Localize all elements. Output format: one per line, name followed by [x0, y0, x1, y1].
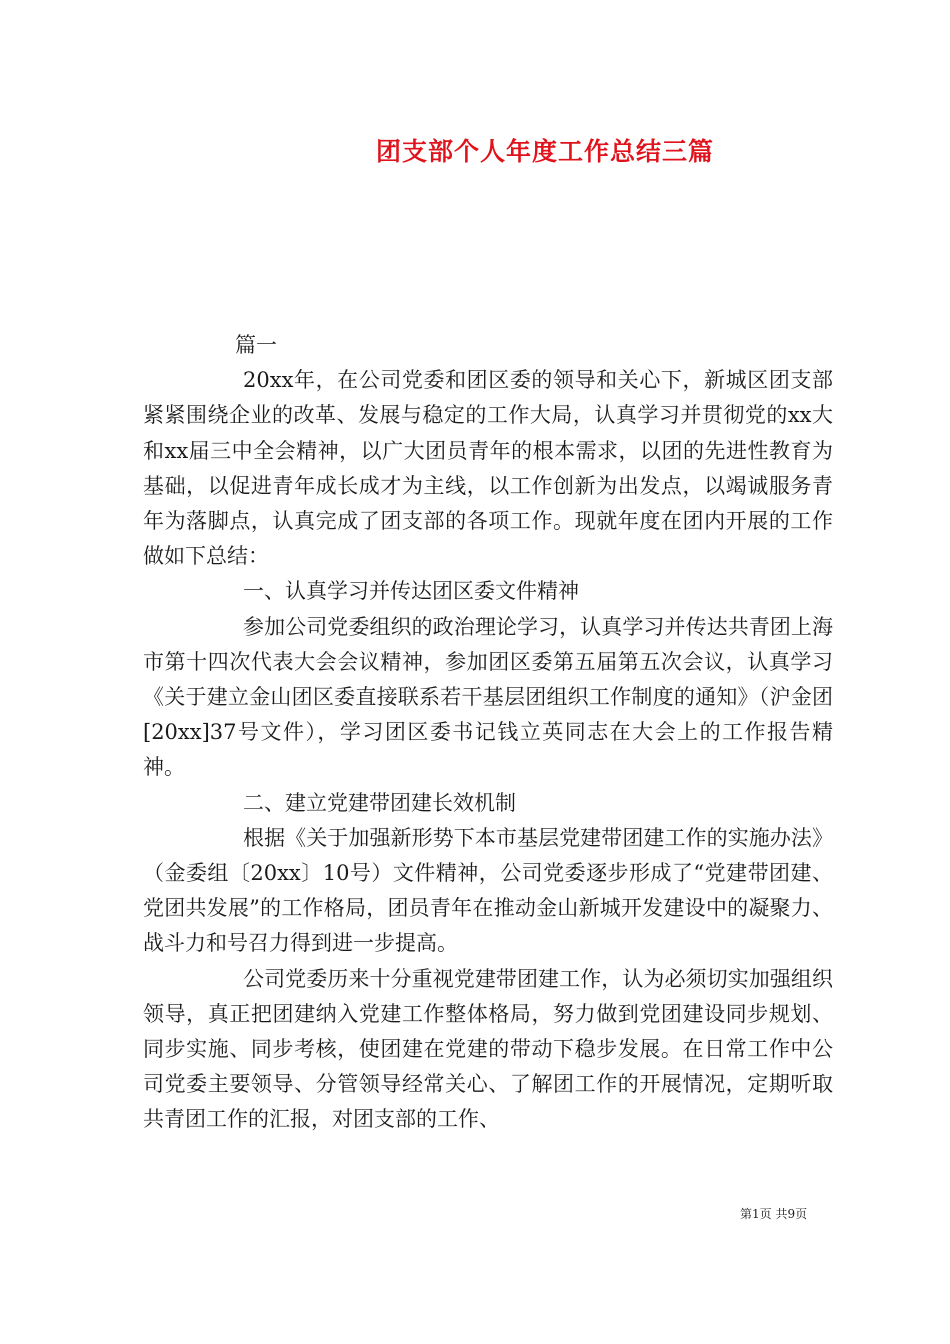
page-number: 第1页 共9页 [740, 1207, 808, 1221]
section-label: 篇一 [235, 333, 277, 357]
heading-one: 一、认真学习并传达团区委文件精神 [243, 579, 579, 604]
paragraph-study: 参加公司党委组织的政治理论学习，认真学习并传达共青团上海市第十四次代表大会会议精神，参加团区委第五届第五次会议，认真学习《关于建立金山团区委直接联系若干基层团组织工作制度的通知》（沪金团[20xx]37号文件），学习团区委书记钱立英同志在大会上的工作报告精神。 [143, 614, 833, 780]
paragraph-mechanism: 根据《关于加强新形势下本市基层党建带团建工作的实施办法》（金委组〔20xx〕10号）文件精神，公司党委逐步形成了“党建带团建、党团共发展”的工作格局，团员青年在推动金山新城开发建设中的凝聚力、战斗力和号召力得到进一步提高。 [143, 825, 833, 956]
document-title: 团支部个人年度工作总结三篇 [375, 137, 714, 166]
paragraph-intro: 20xx年，在公司党委和团区委的领导和关心下，新城区团支部紧紧围绕企业的改革、发展与稳定的工作大局，认真学习并贯彻党的xx大和xx届三中全会精神，以广大团员青年的根本需求，以团的先进性教育为基础，以促进青年成长成才为主线，以工作创新为出发点，以竭诚服务青年为落脚点，认真完成了团支部的各项工作。现就年度在团内开展的工作做如下总结： [143, 368, 833, 569]
heading-two: 二、建立党建带团建长效机制 [243, 790, 516, 815]
paragraph-leadership: 公司党委历来十分重视党建带团建工作，认为必须切实加强组织领导，真正把团建纳入党建工作整体格局，努力做到党团建设同步规划、同步实施、同步考核，使团建在党建的带动下稳步发展。在日常工作中公司党委主要领导、分管领导经常关心、了解团工作的开展情况，定期听取共青团工作的汇报，对团支部的工作、 [143, 966, 833, 1132]
document-body [143, 328, 833, 1138]
